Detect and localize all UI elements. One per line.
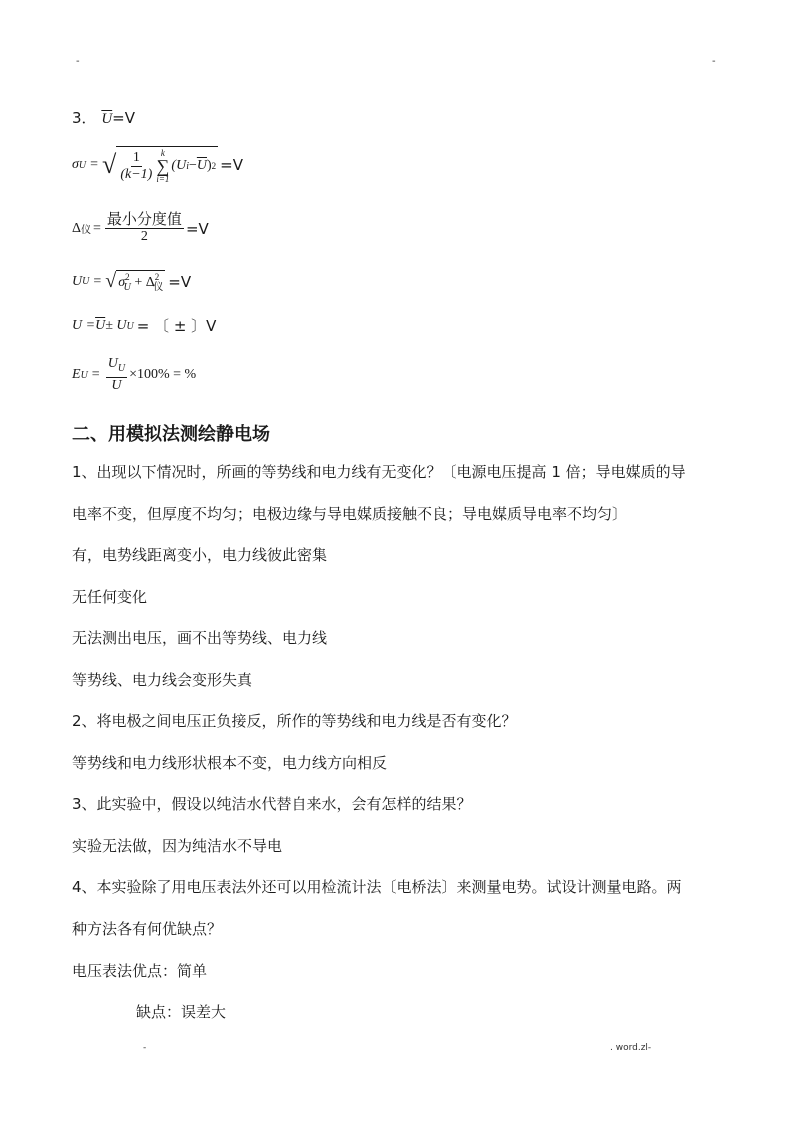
mean-u-symbol: $\overline{U}$ <box>101 111 113 127</box>
eu-tail: ×100% = % <box>129 367 197 382</box>
footer-watermark-text: . word.zl- <box>610 1043 652 1053</box>
term-sub: i <box>186 160 189 172</box>
sigma-denominator: (k−1) <box>120 166 153 182</box>
delta-symbol: Δ <box>72 220 82 236</box>
item-number: 3． <box>72 109 97 127</box>
formula-standard-deviation: σ U = √ $\frac{1}{(k-1)}$ k ∑ i=1 (U i − $\overline{U}$ ) 2 =V <box>72 148 244 184</box>
delta-subscript: 仪 <box>81 225 92 236</box>
uu-sigma: σ <box>118 275 126 290</box>
section-heading: 二、用模拟法测绘静电场 <box>72 424 270 445</box>
formula-uncertainty: U U = √ $\sigma^2_U + \Delta^2_仪$ =V <box>72 270 192 293</box>
uu-plus-delta: + Δ <box>130 275 155 290</box>
formula-instrument-error: Δ 仪 = $\frac{\text{最小分度值}}{2}$ =V <box>72 212 209 244</box>
question-4-line-2: 种方法各有何优缺点？ <box>72 920 223 938</box>
formula-mean-voltage <box>72 108 135 129</box>
eu-subscript: U <box>80 369 88 381</box>
formula-relative-error: E U = $\frac{U_U}{U}$ ×100% = % <box>72 356 197 393</box>
uu-radical-sign: √ <box>105 270 117 292</box>
result-pm: ± U <box>105 318 127 333</box>
result-rhs: = 〔 ± 〕V <box>136 317 217 335</box>
uu-equals-v: =V <box>168 272 192 291</box>
header-right-mark: - <box>712 56 716 67</box>
summation <box>156 148 169 184</box>
question-2: 2、将电极之间电压正负接反，所作的等势线和电力线是否有变化？ <box>72 712 517 730</box>
sum-upper: k <box>160 148 165 158</box>
delta-fraction <box>105 212 184 245</box>
uu-sigma-sub: U <box>123 282 131 293</box>
question-3: 3、此实验中，假设以纯洁水代替自来水，会有怎样的结果？ <box>72 795 472 813</box>
sigma-fraction <box>120 150 152 183</box>
sigma-subscript: U <box>78 159 87 171</box>
result-lhs: U = <box>72 318 96 333</box>
sigma-numerator: 1 <box>132 149 140 165</box>
radicand <box>116 146 218 184</box>
uu-delta-sup: 2 <box>154 272 160 282</box>
sum-sign: ∑ <box>156 156 170 176</box>
answer-1-1: 有，电势线距离变小，电力线彼此密集 <box>72 546 328 564</box>
uu-sigma-sup: 2 <box>125 272 130 282</box>
sigma-equals-v: =V <box>220 156 244 174</box>
uu-subscript: U <box>82 276 90 287</box>
question-1-line-1: 1、出现以下情况时，所画的等势线和电力线有无变化？〔电源电压提高 1 倍；导电媒质的导 <box>72 463 686 481</box>
eu-numerator: U <box>107 356 118 371</box>
question-1-line-2: 电率不变，但厚度不均匀；电极边缘与导电媒质接触不良；导电媒质导电率不均匀〕 <box>72 505 628 523</box>
header-left-mark: - <box>76 56 80 67</box>
term-close: ) <box>207 158 212 173</box>
answer-1-3: 无法测出电压，画不出等势线、电力线 <box>72 629 328 647</box>
term-open: (U <box>171 158 187 173</box>
result-sub: U <box>126 320 134 332</box>
sum-lower: i=1 <box>156 174 170 184</box>
term-square: 2 <box>211 161 217 171</box>
answer-1-2: 无任何变化 <box>72 588 148 606</box>
eu-denominator: U <box>111 378 122 393</box>
eu-fraction <box>106 356 127 394</box>
formula-result <box>72 316 216 336</box>
uu-delta-sub: 仪 <box>153 282 164 293</box>
footer-left-mark: - <box>143 1043 147 1053</box>
result-mean: $\overline{U}$ <box>95 318 106 333</box>
term-minus: − <box>188 158 197 173</box>
delta-equals-v: =V <box>185 219 209 238</box>
term-mean: $\overline{U}$ <box>196 158 207 173</box>
eu-numerator-sub: U <box>117 363 126 374</box>
answer-4-1: 电压表法优点：简单 <box>72 962 208 980</box>
eu-symbol: E <box>72 367 81 382</box>
answer-4-2: 缺点：误差大 <box>136 1003 227 1021</box>
equals-v: =V <box>112 109 136 127</box>
answer-1-4: 等势线、电力线会变形失真 <box>72 671 253 689</box>
answer-3: 实验无法做，因为纯洁水不导电 <box>72 837 283 855</box>
uu-symbol: U <box>72 273 83 289</box>
question-4-line-1: 4、本实验除了用电压表法外还可以用检流计法〔电桥法〕来测量电势。试设计测量电路。两 <box>72 878 682 896</box>
delta-numerator: 最小分度值 <box>106 212 182 228</box>
uu-radicand <box>116 270 165 293</box>
sigma-symbol: σ <box>72 157 79 172</box>
answer-2: 等势线和电力线形状根本不变，电力线方向相反 <box>72 754 388 772</box>
delta-denominator: 2 <box>140 229 148 244</box>
radical-sign: √ <box>102 150 117 179</box>
